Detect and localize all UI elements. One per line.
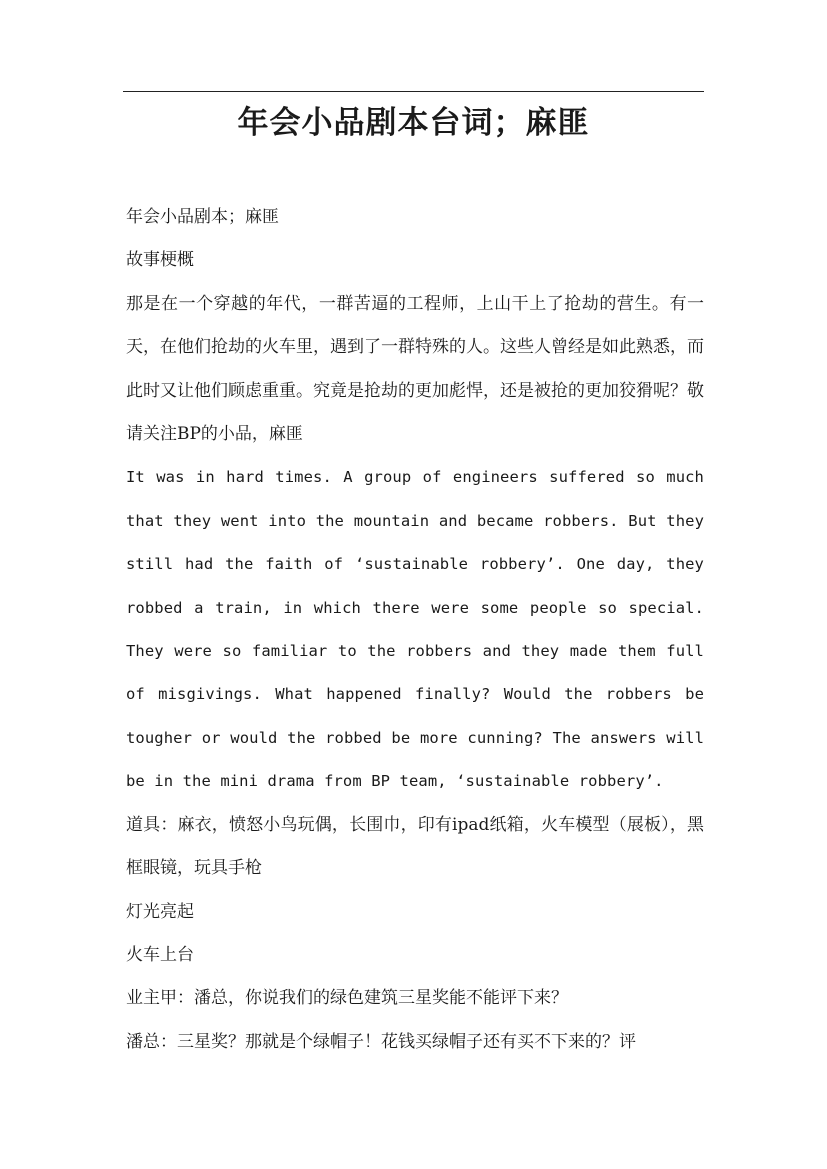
dialogue-line-owner: 业主甲：潘总，你说我们的绿色建筑三星奖能不能评下来？	[126, 988, 568, 1009]
document-title: 年会小品剧本台词；麻匪	[237, 105, 590, 141]
props-paragraph: 道具：麻衣，愤怒小鸟玩偶，长围巾，印有ipad纸箱，火车模型（展板），黑框眼镜，玩具手枪	[126, 814, 704, 879]
subtitle-paragraph: 年会小品剧本；麻匪	[126, 207, 279, 227]
stage-direction-lights: 灯光亮起	[126, 901, 194, 922]
synopsis-chinese-paragraph: 那是在一个穿越的年代，一群苦逼的工程师，上山干上了抢劫的营生。有一天，在他们抢劫的火车里，遇到了一群特殊的人。这些人曾经是如此熟悉，而此时又让他们顾虑重重。究竟是抢劫的更加彪悍，还是被抢的更加狡猾呢？敬请关注BP的小品，麻匪	[126, 293, 704, 445]
dialogue-line-pan: 潘总：三星奖？那就是个绿帽子！花钱买绿帽子还有买不下来的？评	[126, 1031, 636, 1052]
synopsis-english-paragraph: It was in hard times. A group of engineers suffered so much that they went into the mountain and became robbers. But they still had the faith of ‘sustainable robbery’. One day, they robbed a train, in which there were some people so special. They were so familiar to the robbers and they made them full of misgivings. What happened finally? Would the robbers be tougher or would the robbed be more cunning? The answers will be in the mini drama from BP team, ‘sustainable robbery’.	[126, 468, 704, 791]
header-rule	[123, 91, 704, 92]
stage-direction-train: 火车上台	[126, 944, 194, 965]
document-body	[126, 196, 704, 1064]
synopsis-heading: 故事梗概	[126, 250, 194, 271]
